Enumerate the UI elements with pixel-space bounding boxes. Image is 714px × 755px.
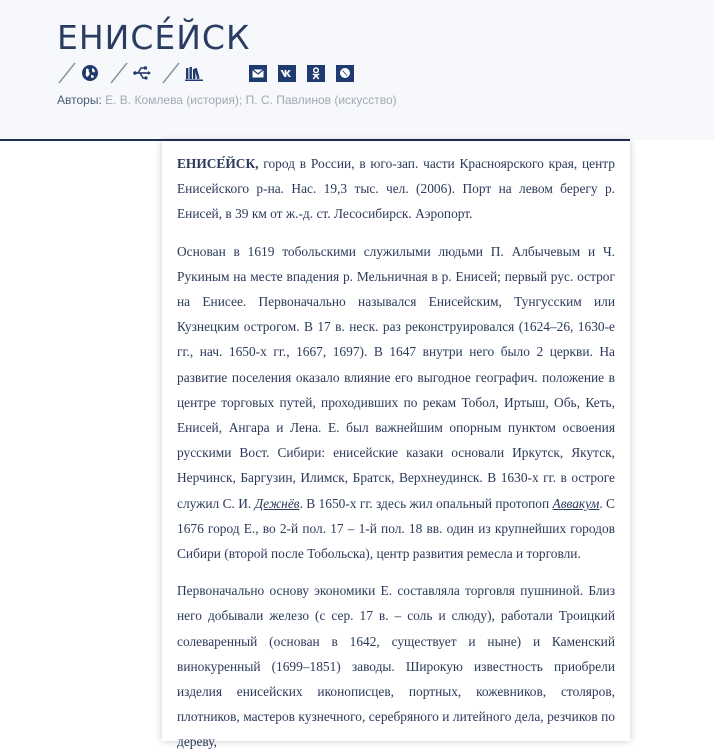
article-toolbar: [57, 62, 365, 84]
article-header: [0, 0, 714, 140]
authors-line: [57, 93, 397, 107]
paragraph-text: . С 1676 город Е., во 2-й пол. 17 – 1-й пол. 18 вв. один из крупнейших городов Сибири (второй после Тобольска), центр развития ремесла и торговли.: [177, 495, 615, 562]
usb-icon[interactable]: [133, 64, 151, 82]
separator-slash: [109, 62, 129, 84]
link-dezhnev[interactable]: Дежнёв: [254, 495, 300, 511]
globe-icon[interactable]: [81, 64, 99, 82]
authors-label: Авторы:: [57, 93, 102, 107]
books-icon[interactable]: [185, 64, 203, 82]
vk-icon[interactable]: [278, 65, 296, 82]
paragraph-text: город в России, в юго-зап. части Красноярского края, центр Енисейского р-на. Нас. 19,3 тыс. чел. (2006). Порт на левом берегу р. Енисей, в 39 км от ж.-д. ст. Лесосибирск. Аэропорт.: [177, 156, 615, 222]
share-buttons: [249, 65, 365, 82]
mail-icon[interactable]: [249, 65, 267, 82]
paragraph-text: . В 1650-х гг. здесь жил опальный протопоп: [299, 495, 553, 511]
article-paragraph-1: [177, 151, 615, 227]
article-paragraph-2: [177, 239, 615, 567]
article-lemma: ЕНИСЕ́ЙСК,: [177, 156, 259, 171]
article-paragraph-3: [177, 578, 615, 754]
separator-slash: [161, 62, 181, 84]
paragraph-text: Основан в 1619 тобольскими служилыми людьми П. Албычевым и Ч. Рукиным на месте впадения р. Мельничная в р. Енисей; первый рус. острог на Енисее. Первоначально назывался Енисейским, Тунгусским или Кузнецким острогом. В 17 в. неск. раз реконструировался (1624–26, 1630-е гг., нач. 1650-х гг., 1667, 1697). В 1647 внутри него было 2 церкви. На развитие поселения оказало влияние его выгодное географич. положение в центре торговых путей, проходивших по рекам Тобол, Иртыш, Обь, Кеть, Енисей, Ангара и Лена. Е. был важнейшим опорным пунктом освоения русскими Вост. Сибири: енисейские казаки основали Иркутск, Якутск, Нерчинск, Баргузин, Илимск, Братск, Верхнеудинск. В 1630-х гг. в остроге служил С. И.: [177, 243, 615, 511]
separator-slash: [57, 62, 77, 84]
article-body: [162, 141, 630, 750]
page-title: ЕНИСЕ́ЙСК: [57, 18, 251, 57]
authors-text: Е. В. Комлева (история); П. С. Павлинов (искусство): [101, 93, 397, 107]
link-avvakum[interactable]: Аввакум: [552, 495, 600, 511]
paragraph-text: Первоначально основу экономики Е. составляла торговля пушниной. Близ него добывали железо (с сер. 17 в. – соль и слюду), работали Троицкий солеваренный (основан в 1642, существует и ныне) и Каменский винокуренный (1699–1851) заводы. Широкую известность приобрели изделия енисейских иконописцев, портных, кожевников, столяров, плотников, мастеров кузнечного, серебряного и литейного дела, резчиков по дереву,: [177, 583, 615, 750]
odnoklassniki-icon[interactable]: [307, 65, 325, 82]
livejournal-icon[interactable]: [336, 65, 354, 82]
